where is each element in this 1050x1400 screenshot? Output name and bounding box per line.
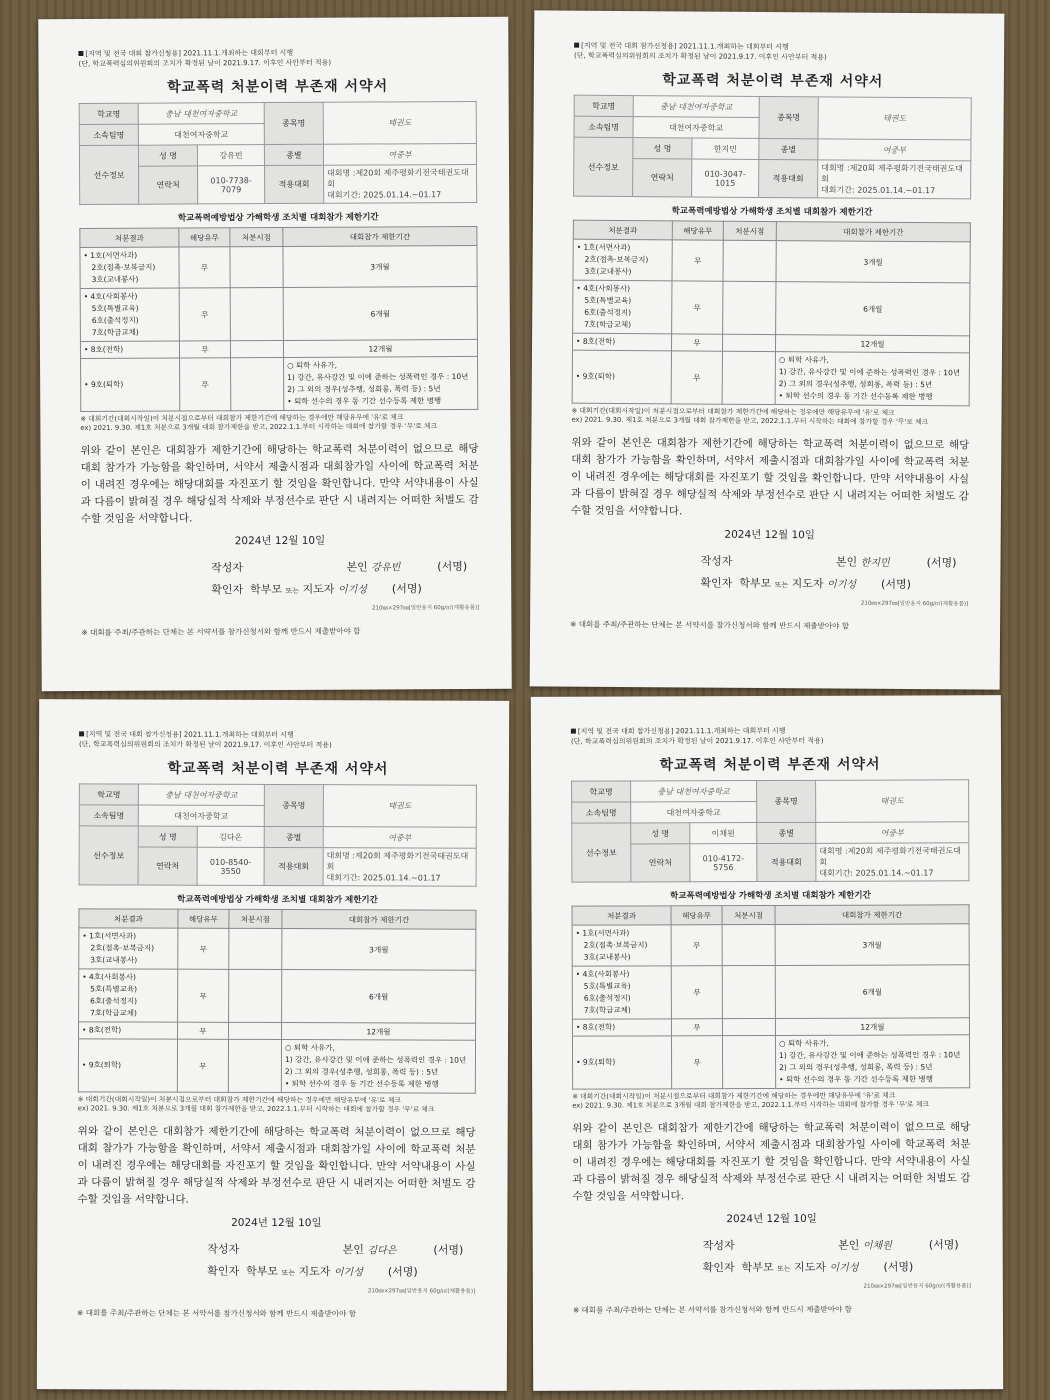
rule-row	[572, 1035, 969, 1089]
competition-value: 대회명 :제20회 제주평화기전국태권도대회 대회기간: 2025.01.14.~01.17	[323, 164, 476, 203]
rule-time	[722, 924, 775, 965]
player-label: 선수정보	[79, 826, 138, 885]
category-label: 종별	[264, 144, 323, 165]
rule-time	[722, 351, 775, 404]
rule-period: ○ 퇴학 사유가, 1) 강간, 유사강간 및 이에 준하는 성폭력인 경우 : 10년 2) 그 외의 경우(성추행, 성희롱, 폭력 등) : 5년 • 퇴학 선수의 경우 동 기간 선수등록 제한 병행	[775, 1035, 969, 1089]
info-table	[79, 783, 477, 886]
competition-label: 적용대회	[759, 159, 818, 197]
team-label: 소속팀명	[574, 116, 633, 137]
event-label: 종목명	[264, 784, 323, 826]
contact-label: 연락처	[139, 166, 198, 204]
top-note: [지역 및 전국 대회 참가신청용] 2021.11.1.개최하는 대회부터 시행 (단, 학교폭력심의위원회의 조치가 확정된 날이 2021.9.17. 이후인 사안부터 적용)	[574, 41, 827, 62]
team-value: 대천여자중학교	[138, 124, 264, 146]
rule-category: • 9호(퇴학)	[572, 350, 671, 404]
rule-row	[80, 245, 477, 288]
signature-area	[570, 551, 968, 598]
rule-applicable: 무	[672, 240, 723, 281]
confirmer-row: 확인자 학부모 또는 지도자 이기성 (서명)	[207, 1264, 418, 1279]
competition-label: 적용대회	[757, 843, 816, 881]
th-result: 처분결과	[572, 906, 671, 925]
rule-row	[80, 339, 477, 358]
paper-spec: 210㎜×297㎜[일반용지 60g/㎡(재활용품)]	[860, 600, 969, 608]
th-applicable: 해당유무	[671, 906, 722, 925]
rules-table	[572, 220, 971, 407]
square-bullet-icon	[574, 43, 579, 48]
rule-category: • 4호(사회봉사) 5호(특별교육) 6호(출석정지) 7호(학급교체)	[80, 288, 179, 342]
rule-row	[79, 969, 476, 1023]
rule-category: • 8호(전학)	[572, 333, 671, 351]
document-title: 학교폭력 처분이력 부존재 서약서	[167, 760, 389, 778]
bottom-note: ※ 대회를 주최/주관하는 단체는 본 서약서를 참가신청서와 함께 반드시 제출받아야 함	[570, 619, 850, 631]
handwritten-name: 한지민	[860, 557, 890, 569]
pledge-sheet-1	[38, 17, 512, 691]
contact-label: 연락처	[138, 847, 197, 885]
pledge-date: 2024년 12월 10일	[234, 534, 326, 548]
rule-category: • 4호(사회봉사) 5호(특별교육) 6호(출석정지) 7호(학급교체)	[572, 966, 671, 1019]
rule-category: • 4호(사회봉사) 5호(특별교육) 6호(출석정지) 7호(학급교체)	[573, 280, 672, 334]
contact-value: 010-3047-1015	[692, 159, 759, 197]
handwritten-coach: 이기성	[333, 1267, 363, 1279]
rule-period: ○ 퇴학 사유가, 1) 강간, 유사강간 및 이에 준하는 성폭력인 경우 : 10년 2) 그 외의 경우(성추행, 성희롱, 폭력 등) : 5년 • 퇴학 선수의 경우 동 기간 선수등록 제한 병행	[775, 352, 969, 406]
event-label: 종목명	[264, 102, 323, 144]
pledge-date: 2024년 12월 10일	[726, 1212, 817, 1226]
th-period: 대회참가 제한기간	[775, 905, 969, 925]
rule-applicable: 무	[180, 358, 231, 411]
paper-spec: 210㎜×297㎜[일반용지 60g/㎡(재활용품)]	[863, 1283, 971, 1290]
rule-period: 3개월	[283, 245, 477, 287]
handwritten-coach: 이기성	[337, 584, 367, 596]
rule-time	[722, 334, 775, 351]
rule-time	[722, 1018, 775, 1035]
info-table	[573, 95, 972, 200]
category-value: 여중부	[323, 827, 476, 849]
handwritten-name: 김다은	[367, 1245, 397, 1257]
rule-time	[722, 965, 775, 1018]
rules-table	[78, 908, 477, 1093]
th-applicable: 해당유무	[179, 228, 230, 247]
rule-period: 3개월	[282, 929, 476, 971]
rule-time	[229, 1022, 282, 1039]
team-value: 대천여자중학교	[138, 805, 264, 826]
rule-period: 6개월	[282, 970, 476, 1024]
rule-time	[723, 281, 776, 334]
name-label: 성 명	[633, 138, 692, 159]
rule-time	[723, 240, 776, 281]
competition-value: 대회명 :제20회 제주평화기전국태권도대회 대회기간: 2025.01.14.~01.17	[816, 843, 969, 882]
rules-title: 학교폭력예방법상 가해학생 조치별 대회참가 제한기간	[671, 206, 873, 218]
footnote: ※ 대회기간(대회시작일)이 처분시점으로부터 대회참가 제한기간에 해당하는 경우에만 해당유무에 '유'로 체크 ex) 2021. 9.30. 제1호 처분으로 3개월 대회 참가제한을 받고, 2022.1.1.부터 시작하는 대회에 참가할 경우 '무'로 체크	[571, 406, 929, 427]
rules-title: 학교폭력예방법상 가해학생 조치별 대회참가 제한기간	[177, 212, 379, 224]
school-value: 충남 대천여자중학교	[633, 96, 759, 118]
top-note: [지역 및 전국 대회 참가신청용] 2021.11.1.개최하는 대회부터 시행 (단, 학교폭력심의위원회의 조치가 확정된 날이 2021.9.17. 이후인 사안부터 적용)	[570, 726, 824, 746]
category-value: 여중부	[323, 143, 476, 165]
rule-row	[572, 350, 969, 406]
rule-row	[81, 356, 478, 411]
name-value: 이채원	[690, 823, 757, 844]
category-label: 종별	[757, 822, 816, 843]
school-value: 충남 대천여자중학교	[631, 781, 757, 802]
rule-row	[79, 1022, 476, 1040]
rule-applicable: 무	[177, 1039, 228, 1092]
rule-time	[230, 340, 283, 357]
paper-spec: 210㎜×297㎜[일반용지 60g/㎡(재활용품)]	[372, 604, 480, 612]
rule-category: • 1호(서면사과) 2호(접촉·보복금지) 3호(교내봉사)	[80, 247, 179, 289]
rule-period: ○ 퇴학 사유가, 1) 강간, 유사강간 및 이에 준하는 성폭력인 경우 : 10년 2) 그 외의 경우(성추행, 성희롱, 폭력 등) : 5년 • 퇴학 선수의 경우 동 기간 선수등록 제한 병행	[281, 1040, 475, 1094]
event-label: 종목명	[759, 96, 818, 138]
rule-time	[722, 1035, 775, 1088]
rule-applicable: 무	[671, 351, 722, 404]
rule-period: 6개월	[283, 286, 477, 340]
rule-category: • 9호(퇴학)	[78, 1039, 177, 1092]
rule-row	[78, 1039, 475, 1093]
team-label: 소속팀명	[572, 802, 631, 823]
th-time: 처분시점	[723, 221, 776, 240]
bottom-note: ※ 대회를 주최/주관하는 단체는 본 서약서를 참가신청서와 함께 반드시 제출받아야 함	[572, 1304, 852, 1315]
rules-table	[572, 904, 971, 1089]
square-bullet-icon	[571, 729, 576, 734]
school-label: 학교명	[574, 95, 633, 116]
confirmer-row: 확인자 학부모 또는 지도자 이기성 (서명)	[211, 582, 422, 597]
rule-category: • 8호(전학)	[572, 1019, 671, 1036]
footnote: ※ 대회기간(대회시작일)이 처분시점으로부터 대회참가 제한기간에 해당하는 경우에만 해당유무에 '유'로 체크 ex) 2021. 9.30. 제1호 처분으로 3개월 대회 참가제한을 받고, 2022.1.1.부터 시작하는 대회에 참가할 경우 '무'로 체크	[77, 1095, 435, 1114]
event-value: 태권도	[818, 97, 971, 140]
rules-title: 학교폭력예방법상 가해학생 조치별 대회참가 제한기간	[177, 894, 378, 906]
rule-period: ○ 퇴학 사유가, 1) 강간, 유사강간 및 이에 준하는 성폭력인 경우 : 10년 2) 그 외의 경우(성추행, 성희롱, 폭력 등) : 5년 • 퇴학 선수의 경우 동 기간 선수등록 제한 병행	[284, 356, 478, 410]
th-period: 대회참가 제한기간	[283, 226, 477, 246]
rule-category: • 1호(서면사과) 2호(접촉·보복금지) 3호(교내봉사)	[79, 928, 178, 969]
top-note: [지역 및 전국 대회 참가신청용] 2021.11.1.개최하는 대회부터 시행 (단, 학교폭력심의위원회의 조치가 확정된 날이 2021.9.17. 이후인 사안부터 적용)	[79, 730, 332, 750]
team-value: 대천여자중학교	[631, 802, 757, 823]
square-bullet-icon	[79, 731, 84, 736]
th-time: 처분시점	[230, 227, 283, 246]
rule-category: • 1호(서면사과) 2호(접촉·보복금지) 3호(교내봉사)	[573, 239, 672, 281]
square-bullet-icon	[78, 51, 83, 56]
contact-label: 연락처	[633, 159, 692, 197]
paper-spec: 210㎜×297㎜[일반용지 60g/㎡(재활용품)]	[367, 1288, 476, 1295]
handwritten-coach: 이기성	[827, 579, 857, 591]
signature-area	[81, 557, 479, 603]
event-label: 종목명	[757, 780, 816, 822]
rule-period: 12개월	[775, 335, 969, 353]
rule-category: • 9호(퇴학)	[81, 358, 180, 412]
rule-applicable: 무	[671, 1036, 722, 1089]
rule-applicable: 무	[179, 247, 230, 288]
contact-label: 연락처	[631, 844, 690, 882]
rule-row	[572, 1018, 969, 1036]
rule-time	[231, 357, 284, 410]
category-label: 종별	[264, 826, 323, 847]
name-label: 성 명	[138, 145, 197, 166]
rule-applicable: 무	[671, 334, 722, 351]
name-value: 한지민	[692, 138, 759, 159]
competition-value: 대회명 :제20회 제주평화기전국태권도대회 대회기간: 2025.01.14.~01.17	[323, 848, 476, 887]
handwritten-name: 강유빈	[371, 562, 401, 574]
top-note: [지역 및 전국 대회 참가신청용] 2021.11.1.개최하는 대회부터 시행 (단, 학교폭력심의위원회의 조치가 확정된 날이 2021.9.17. 이후인 사안부터 적용)	[78, 48, 332, 69]
event-value: 태권도	[323, 101, 476, 144]
school-value: 충남 대천여자중학교	[138, 784, 264, 805]
rule-row	[572, 965, 969, 1019]
th-result: 처분결과	[79, 909, 178, 928]
pledge-sheet-4	[531, 695, 1003, 1391]
team-value: 대천여자중학교	[633, 117, 759, 139]
rule-period: 12개월	[283, 339, 477, 357]
rule-time	[228, 1039, 281, 1092]
bottom-note: ※ 대회를 주최/주관하는 단체는 본 서약서를 참가신청서와 함께 반드시 제출받아야 함	[81, 626, 361, 638]
player-label: 선수정보	[574, 137, 633, 196]
pledge-body: 위와 같이 본인은 대회참가 제한기간에 해당하는 학교폭력 처분이력이 없으므로 해당 대회 참가가 가능함을 확인하며, 서약서 제출시점과 대회참가일 사이에 학교폭력 처분이 내려진 경우에는 해당대회를 자진포기 할 것임을 확인합니다. 만약 서약내용이 사실과 다름이 밝혀질 경우 해당실적 삭제와 부정선수로 판단 시 내려지는 어떠한 처벌도 감수할 것임을 서약합니다.	[80, 442, 479, 526]
rule-applicable: 무	[178, 1022, 229, 1039]
rule-time	[230, 287, 283, 340]
team-label: 소속팀명	[79, 805, 138, 826]
info-table	[79, 101, 478, 205]
signature-area	[573, 1235, 971, 1280]
school-value: 충남 대천여자중학교	[138, 103, 264, 125]
rule-category: • 1호(서면사과) 2호(접촉·보복금지) 3호(교내봉사)	[572, 925, 671, 966]
rule-applicable: 무	[671, 966, 722, 1019]
confirmer-row: 확인자 학부모 또는 지도자 이기성 (서명)	[702, 1260, 914, 1275]
th-time: 처분시점	[722, 905, 775, 924]
signature-area	[77, 1239, 475, 1284]
rule-period: 6개월	[776, 282, 970, 336]
contact-value: 010-4172-5756	[690, 844, 757, 882]
rule-period: 12개월	[775, 1018, 969, 1036]
writer-row: 작성자 본인 김다은 (서명)	[207, 1242, 464, 1257]
pledge-sheet-3	[37, 699, 509, 1391]
document-title: 학교폭력 처분이력 부존재 서약서	[659, 756, 881, 774]
name-label: 성 명	[138, 826, 197, 847]
school-label: 학교명	[79, 103, 138, 124]
th-applicable: 해당유무	[672, 221, 723, 240]
rule-time	[229, 969, 282, 1022]
team-label: 소속팀명	[79, 124, 138, 145]
writer-row: 작성자 본인 이채원 (서명)	[702, 1238, 959, 1253]
pledge-body: 위와 같이 본인은 대회참가 제한기간에 해당하는 학교폭력 처분이력이 없으므로 해당 대회 참가가 가능함을 확인하며, 서약서 제출시점과 대회참가일 사이에 학교폭력 처분이 내려진 경우에는 해당대회를 자진포기 할 것임을 확인합니다. 만약 서약내용이 사실과 다름이 밝혀질 경우 해당실적 삭제와 부정선수로 판단 시 내려지는 어떠한 처벌도 감수할 것임을 서약합니다.	[77, 1125, 476, 1206]
pledge-body: 위와 같이 본인은 대회참가 제한기간에 해당하는 학교폭력 처분이력이 없으므로 해당 대회 참가가 가능함을 확인하며, 서약서 제출시점과 대회참가일 사이에 학교폭력 처분이 내려진 경우에는 해당대회를 자진포기 할 것임을 확인합니다. 만약 서약내용이 사실과 다름이 밝혀질 경우 해당실적 삭제와 부정선수로 판단 시 내려지는 어떠한 처벌도 감수할 것임을 서약합니다.	[572, 1121, 971, 1203]
bottom-note: ※ 대회를 주최/주관하는 단체는 본 서약서를 참가신청서와 함께 반드시 제출받아야 함	[77, 1308, 357, 1319]
school-label: 학교명	[572, 781, 631, 802]
rule-category: • 4호(사회봉사) 5호(특별교육) 6호(출석정지) 7호(학급교체)	[79, 969, 178, 1022]
pledge-date: 2024년 12월 10일	[724, 528, 816, 542]
rule-row	[79, 928, 476, 970]
pledge-date: 2024년 12월 10일	[231, 1216, 322, 1230]
competition-value: 대회명 :제20회 제주평화기전국태권도대회 대회기간: 2025.01.14.~01.17	[818, 160, 971, 199]
writer-row: 작성자 본인 강유빈 (서명)	[211, 559, 468, 575]
competition-label: 적용대회	[264, 165, 323, 203]
th-result: 처분결과	[80, 228, 179, 248]
rules-table	[79, 226, 478, 412]
contact-value: 010-8540-3550	[197, 847, 264, 885]
category-value: 여중부	[818, 139, 971, 161]
event-value: 태권도	[816, 780, 969, 823]
school-label: 학교명	[79, 784, 138, 805]
player-label: 선수정보	[572, 823, 631, 882]
event-value: 태권도	[323, 785, 476, 828]
contact-value: 010-7738-7079	[198, 166, 265, 204]
rule-row	[80, 286, 477, 341]
rule-period: 3개월	[775, 924, 969, 966]
handwritten-coach: 이기성	[829, 1262, 859, 1274]
pledge-sheet-2	[530, 10, 1005, 689]
th-result: 처분결과	[573, 220, 672, 240]
document-title: 학교폭력 처분이력 부존재 서약서	[662, 72, 884, 90]
th-applicable: 해당유무	[178, 909, 229, 928]
info-table	[571, 779, 969, 882]
writer-row: 작성자 본인 한지민 (서명)	[700, 554, 957, 570]
rule-period: 12개월	[282, 1023, 476, 1041]
rule-period: 3개월	[776, 241, 970, 283]
rule-time	[229, 928, 282, 969]
confirmer-row: 확인자 학부모 또는 지도자 이기성 (서명)	[700, 576, 911, 592]
rule-applicable: 무	[672, 281, 723, 334]
rule-row	[573, 280, 970, 336]
handwritten-name: 이채원	[862, 1240, 892, 1252]
rule-period: 6개월	[775, 965, 969, 1019]
rule-applicable: 무	[179, 341, 230, 358]
rule-applicable: 무	[179, 288, 230, 341]
name-value: 김다은	[197, 826, 264, 847]
pledge-body: 위와 같이 본인은 대회참가 제한기간에 해당하는 학교폭력 처분이력이 없으므로 해당 대회 참가가 가능함을 확인하며, 서약서 제출시점과 대회참가일 사이에 학교폭력 처분이 내려진 경우에는 해당대회를 자진포기 할 것임을 확인합니다. 만약 서약내용이 사실과 다름이 밝혀질 경우 해당실적 삭제와 부정선수로 판단 시 내려지는 어떠한 처벌도 감수할 것임을 서약합니다.	[570, 436, 970, 518]
rule-category: • 8호(전학)	[79, 1022, 178, 1039]
rule-time	[230, 246, 283, 287]
footnote: ※ 대회기간(대회시작일)이 처분시점으로부터 대회참가 제한기간에 해당하는 경우에만 해당유무에 '유'로 체크 ex) 2021. 9.30. 제1호 처분으로 3개월 대회 참가제한을 받고, 2022.1.1.부터 시작하는 대회에 참가할 경우 '무'로 체크	[80, 413, 438, 433]
name-value: 강유빈	[197, 145, 264, 166]
rules-title: 학교폭력예방법상 가해학생 조치별 대회참가 제한기간	[670, 890, 871, 902]
category-value: 여중부	[816, 822, 969, 844]
competition-label: 적용대회	[264, 847, 323, 885]
rule-category: • 9호(퇴학)	[572, 1036, 671, 1089]
footnote: ※ 대회기간(대회시작일)이 처분시점으로부터 대회참가 제한기간에 해당하는 경우에만 해당유무에 '유'로 체크 ex) 2021. 9.30. 제1호 처분으로 3개월 대회 참가제한을 받고, 2022.1.1.부터 시작하는 대회에 참가할 경우 '무'로 체크	[572, 1091, 929, 1110]
rule-row	[572, 924, 969, 966]
rule-row	[573, 239, 970, 283]
th-period: 대회참가 제한기간	[776, 222, 970, 242]
name-label: 성 명	[631, 823, 690, 844]
rule-applicable: 무	[178, 928, 229, 969]
rule-category: • 8호(전학)	[80, 341, 179, 359]
rule-applicable: 무	[178, 969, 229, 1022]
th-period: 대회참가 제한기간	[282, 910, 476, 930]
category-label: 종별	[759, 138, 818, 159]
player-label: 선수정보	[79, 145, 138, 204]
document-title: 학교폭력 처분이력 부존재 서약서	[167, 78, 389, 96]
th-time: 처분시점	[229, 909, 282, 928]
rule-applicable: 무	[671, 925, 722, 966]
rule-applicable: 무	[671, 1019, 722, 1036]
